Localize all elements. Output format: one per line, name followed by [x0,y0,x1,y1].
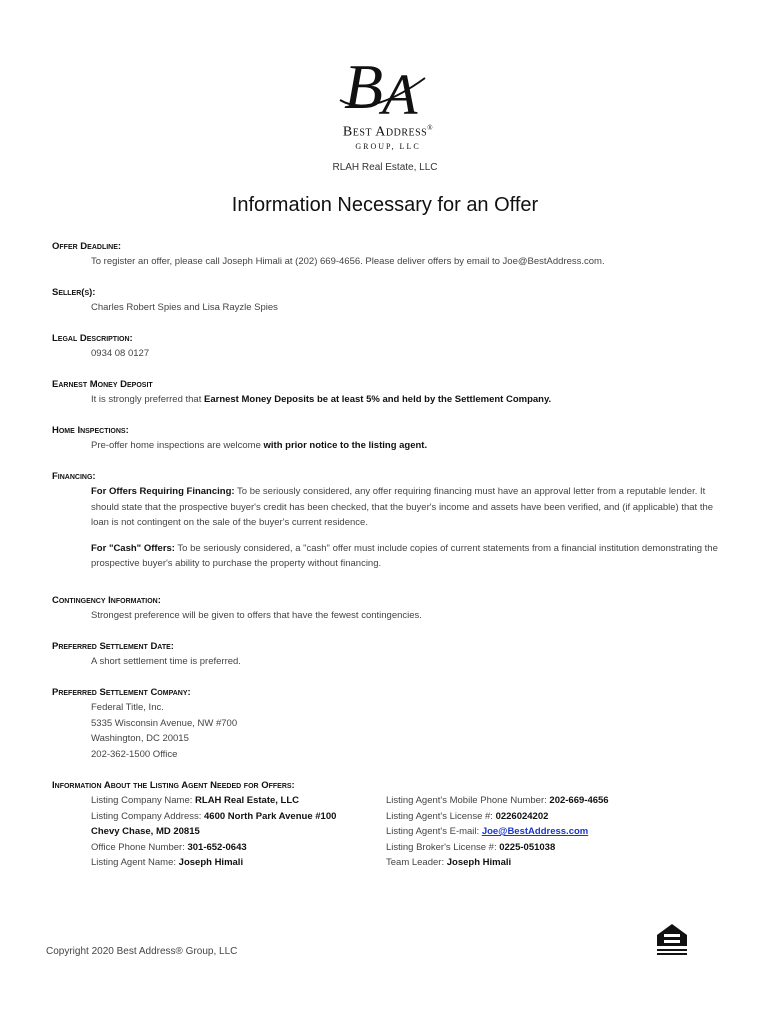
email-label: Listing Agent's E-mail: [386,826,482,837]
brand-group: GROUP, LLC [355,141,421,151]
earnest-section [52,378,732,408]
agent-name-label: Listing Agent Name: [91,857,179,868]
sellers-text: Charles Robert Spies and Lisa Rayzle Spies [91,302,278,313]
financing-paragraph-2 [52,541,732,572]
contingency-text: Strongest preference will be given to offers that have the fewest contingencies. [91,610,422,621]
company-address-value: 4600 North Park Avenue #100 [204,810,337,822]
copyright-footer: Copyright 2020 Best Address® Group, LLC [46,946,238,957]
settlement-company-section [52,686,732,762]
financing-paragraph-1 [52,484,732,531]
license-label: Listing Agent's License #: [386,810,496,822]
financing-p1-bold: For Offers Requiring Financing: [91,486,235,497]
company-name-label: Listing Company Name: [91,795,196,806]
inspections-heading: Home Inspections: [52,425,129,436]
agent-name-value: Joseph Himali [178,857,244,868]
company-address-label: Listing Company Address: [91,810,205,822]
team-value: Joseph Himali [446,857,512,868]
settlement-date-section [52,640,732,670]
license-row [386,809,686,825]
earnest-text [52,392,732,408]
settlement-company-heading: Preferred Settlement Company: [52,687,191,698]
offer-deadline-text: To register an offer, please call Joseph Himali at (202) 669-4656. Please deliver offers by email to Joe@BestAddress.com. [91,256,605,267]
mobile-value: 202-669-4656 [549,795,609,806]
financing-p2-text: To be seriously considered, a "cash" offer must include copies of current statements from a financial institution demonstrating the prospective buyer's ability to purchase the property without financing. [91,542,718,569]
legal-section [52,332,732,362]
mobile-label: Listing Agent's Mobile Phone Number: [386,795,550,806]
broker-label: Listing Broker's License #: [386,841,500,853]
company-name-row [91,793,386,809]
license-value: 0226024202 [495,810,549,822]
legal-text: 0934 08 0127 [91,348,150,359]
agent-name-row [91,855,386,871]
settlement-company-line: Federal Title, Inc. [91,702,164,713]
broker-value: 0225-051038 [499,841,556,853]
team-row [386,855,686,871]
contingency-heading: Contingency Information: [52,595,161,606]
company-name: RLAH Real Estate, LLC [332,162,438,173]
agent-info-section [52,779,732,871]
broker-row [386,840,686,856]
financing-section [52,470,732,572]
inspections-bold: with prior notice to the listing agent. [263,440,428,451]
team-label: Team Leader: [386,857,447,868]
mobile-row [386,793,686,809]
brand-reg: ® [427,124,434,132]
contingency-section [52,594,732,624]
offer-deadline-heading: Offer Deadline: [52,241,122,252]
inspections-text [52,438,732,454]
settlement-company-line: Washington, DC 20015 [91,733,189,744]
sellers-heading: Seller(s): [52,287,96,298]
legal-heading: Legal Description: [52,333,133,344]
settlement-company-line: 202-362-1500 Office [91,748,178,760]
page-title: Information Necessary for an Offer [231,194,539,216]
earnest-plain: It is strongly preferred that [91,394,204,405]
equal-housing-opportunity-icon [654,920,690,956]
agent-info-heading: Information About the Listing Agent Needed for Offers: [52,780,295,791]
settlement-date-heading: Preferred Settlement Date: [52,641,174,652]
email-row [386,824,686,840]
office-phone-value: 301-652-0643 [187,841,247,853]
logo-letters-a: A [382,62,418,127]
inspections-plain: Pre-offer home inspections are welcome [91,440,264,451]
sellers-section [52,286,732,316]
office-phone-row [91,840,386,856]
financing-p1-text: To be seriously considered, any offer requiring financing must have an approval letter from a reputable lender. It should state that the prospective buyer's credit has been checked, that the buyer's income and assets have been verified, and (if applicable) that the loan is not contingent on the sale of the buyer's current residence. [91,486,714,528]
brand-name: Best Address [342,124,428,140]
earnest-bold: Earnest Money Deposits be at least 5% and held by the Settlement Company. [204,394,552,405]
company-name-value: RLAH Real Estate, LLC [195,795,300,806]
company-address-line-2: Chevy Chase, MD 20815 [91,826,200,837]
earnest-heading: Earnest Money Deposit [52,379,153,390]
financing-p2-bold: For "Cash" Offers: [91,542,175,554]
agent-info-left-column [91,793,386,871]
company-address-row [91,809,386,825]
office-phone-label: Office Phone Number: [91,841,188,853]
inspections-section [52,424,732,454]
agent-email-link[interactable]: Joe@BestAddress.com [481,826,589,837]
logo-letters-b: B [344,51,384,122]
offer-deadline-section [52,240,732,270]
settlement-date-text: A short settlement time is preferred. [91,656,241,667]
brand-name-block [318,124,458,151]
settlement-company-line: 5335 Wisconsin Avenue, NW #700 [91,717,238,729]
financing-heading: Financing: [52,471,96,482]
agent-info-right-column [386,793,686,871]
